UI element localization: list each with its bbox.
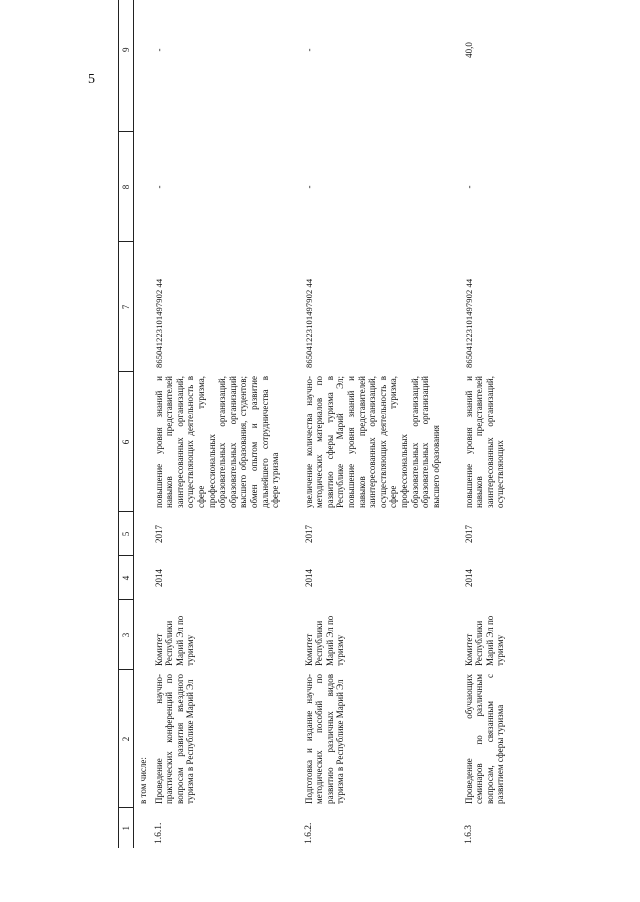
row-number: 1.6.2.: [303, 822, 314, 844]
column-number: 1: [119, 808, 134, 848]
start-year: 2014: [303, 569, 314, 587]
row-number: 1.6.1.: [153, 822, 164, 844]
executor: Комитет Республики Марий Эл по туризму: [153, 615, 196, 666]
page-number: 5: [88, 72, 95, 87]
column-number: 3: [119, 600, 134, 670]
row-number: 1.6.3: [463, 825, 474, 844]
value-col9: -: [153, 48, 164, 52]
value-col9: -: [303, 48, 314, 52]
table-row: [461, 0, 561, 848]
column-number: 2: [119, 670, 134, 808]
end-year: 2017: [153, 525, 164, 543]
column-number: 8: [119, 132, 134, 242]
start-year: 2014: [153, 569, 164, 587]
value-col8: -: [463, 185, 474, 189]
subheader-row: [134, 0, 151, 848]
column-number: 6: [119, 372, 134, 512]
expected-result: повышение уровня знаний и навыков представителей заинтересованных организаций, осуществляющих деятельность в сфере туризма, профессиональных образовательных организаций, образовательных организаций высшего образования, студентов; обмен опытом и развитие дальнейшего сотрудничества в сфере туризма: [153, 376, 281, 508]
column-number: 4: [119, 556, 134, 600]
activity-name: Проведение обучающих семинаров по различным вопросам, связанным с развитием сферы туризма: [463, 674, 506, 804]
value-col8: -: [153, 185, 164, 189]
expected-result: повышение уровня знаний и навыков представителей заинтересованных организаций, осуществляющих: [463, 376, 506, 508]
column-number: 9: [119, 0, 134, 132]
budget-code: 865041223101497902 44: [303, 278, 314, 368]
program-table-rotated: [118, 42, 573, 848]
executor: Комитет Республики Марий Эл по туризму: [303, 615, 346, 666]
column-number: 7: [119, 242, 134, 372]
value-col9: 40,0: [463, 42, 474, 58]
subheader-text: в том числе:: [138, 757, 148, 804]
budget-code: 865041223101497902 44: [463, 278, 474, 368]
start-year: 2014: [463, 569, 474, 587]
end-year: 2017: [463, 525, 474, 543]
table-row: [301, 0, 461, 848]
activity-name: Подготовка и издание научно-методических пособий по развитию различных видов туризма в Республике Марий Эл: [303, 674, 346, 804]
column-number-row: [119, 0, 134, 848]
end-year: 2017: [303, 525, 314, 543]
program-table: [118, 0, 561, 848]
expected-result: увеличение количества научно-методических материалов по развитию сферы туризма в Республике Марий Эл; повышение уровня знаний и навыков представителей заинтересованных организаций, осуществляющих деятельность в сфере туризма, профессиональных образовательных организаций, образовательных организаций высшего образования: [303, 376, 441, 508]
value-col8: -: [303, 185, 314, 189]
table-row: [151, 0, 301, 848]
column-number: 5: [119, 512, 134, 556]
executor: Комитет Республики Марий Эл по туризму: [463, 615, 506, 666]
budget-code: 865041223101497902 44: [153, 278, 164, 368]
activity-name: Проведение научно-практических конференций по вопросам развития въездного туризма в Республике Марий Эл: [153, 674, 196, 804]
